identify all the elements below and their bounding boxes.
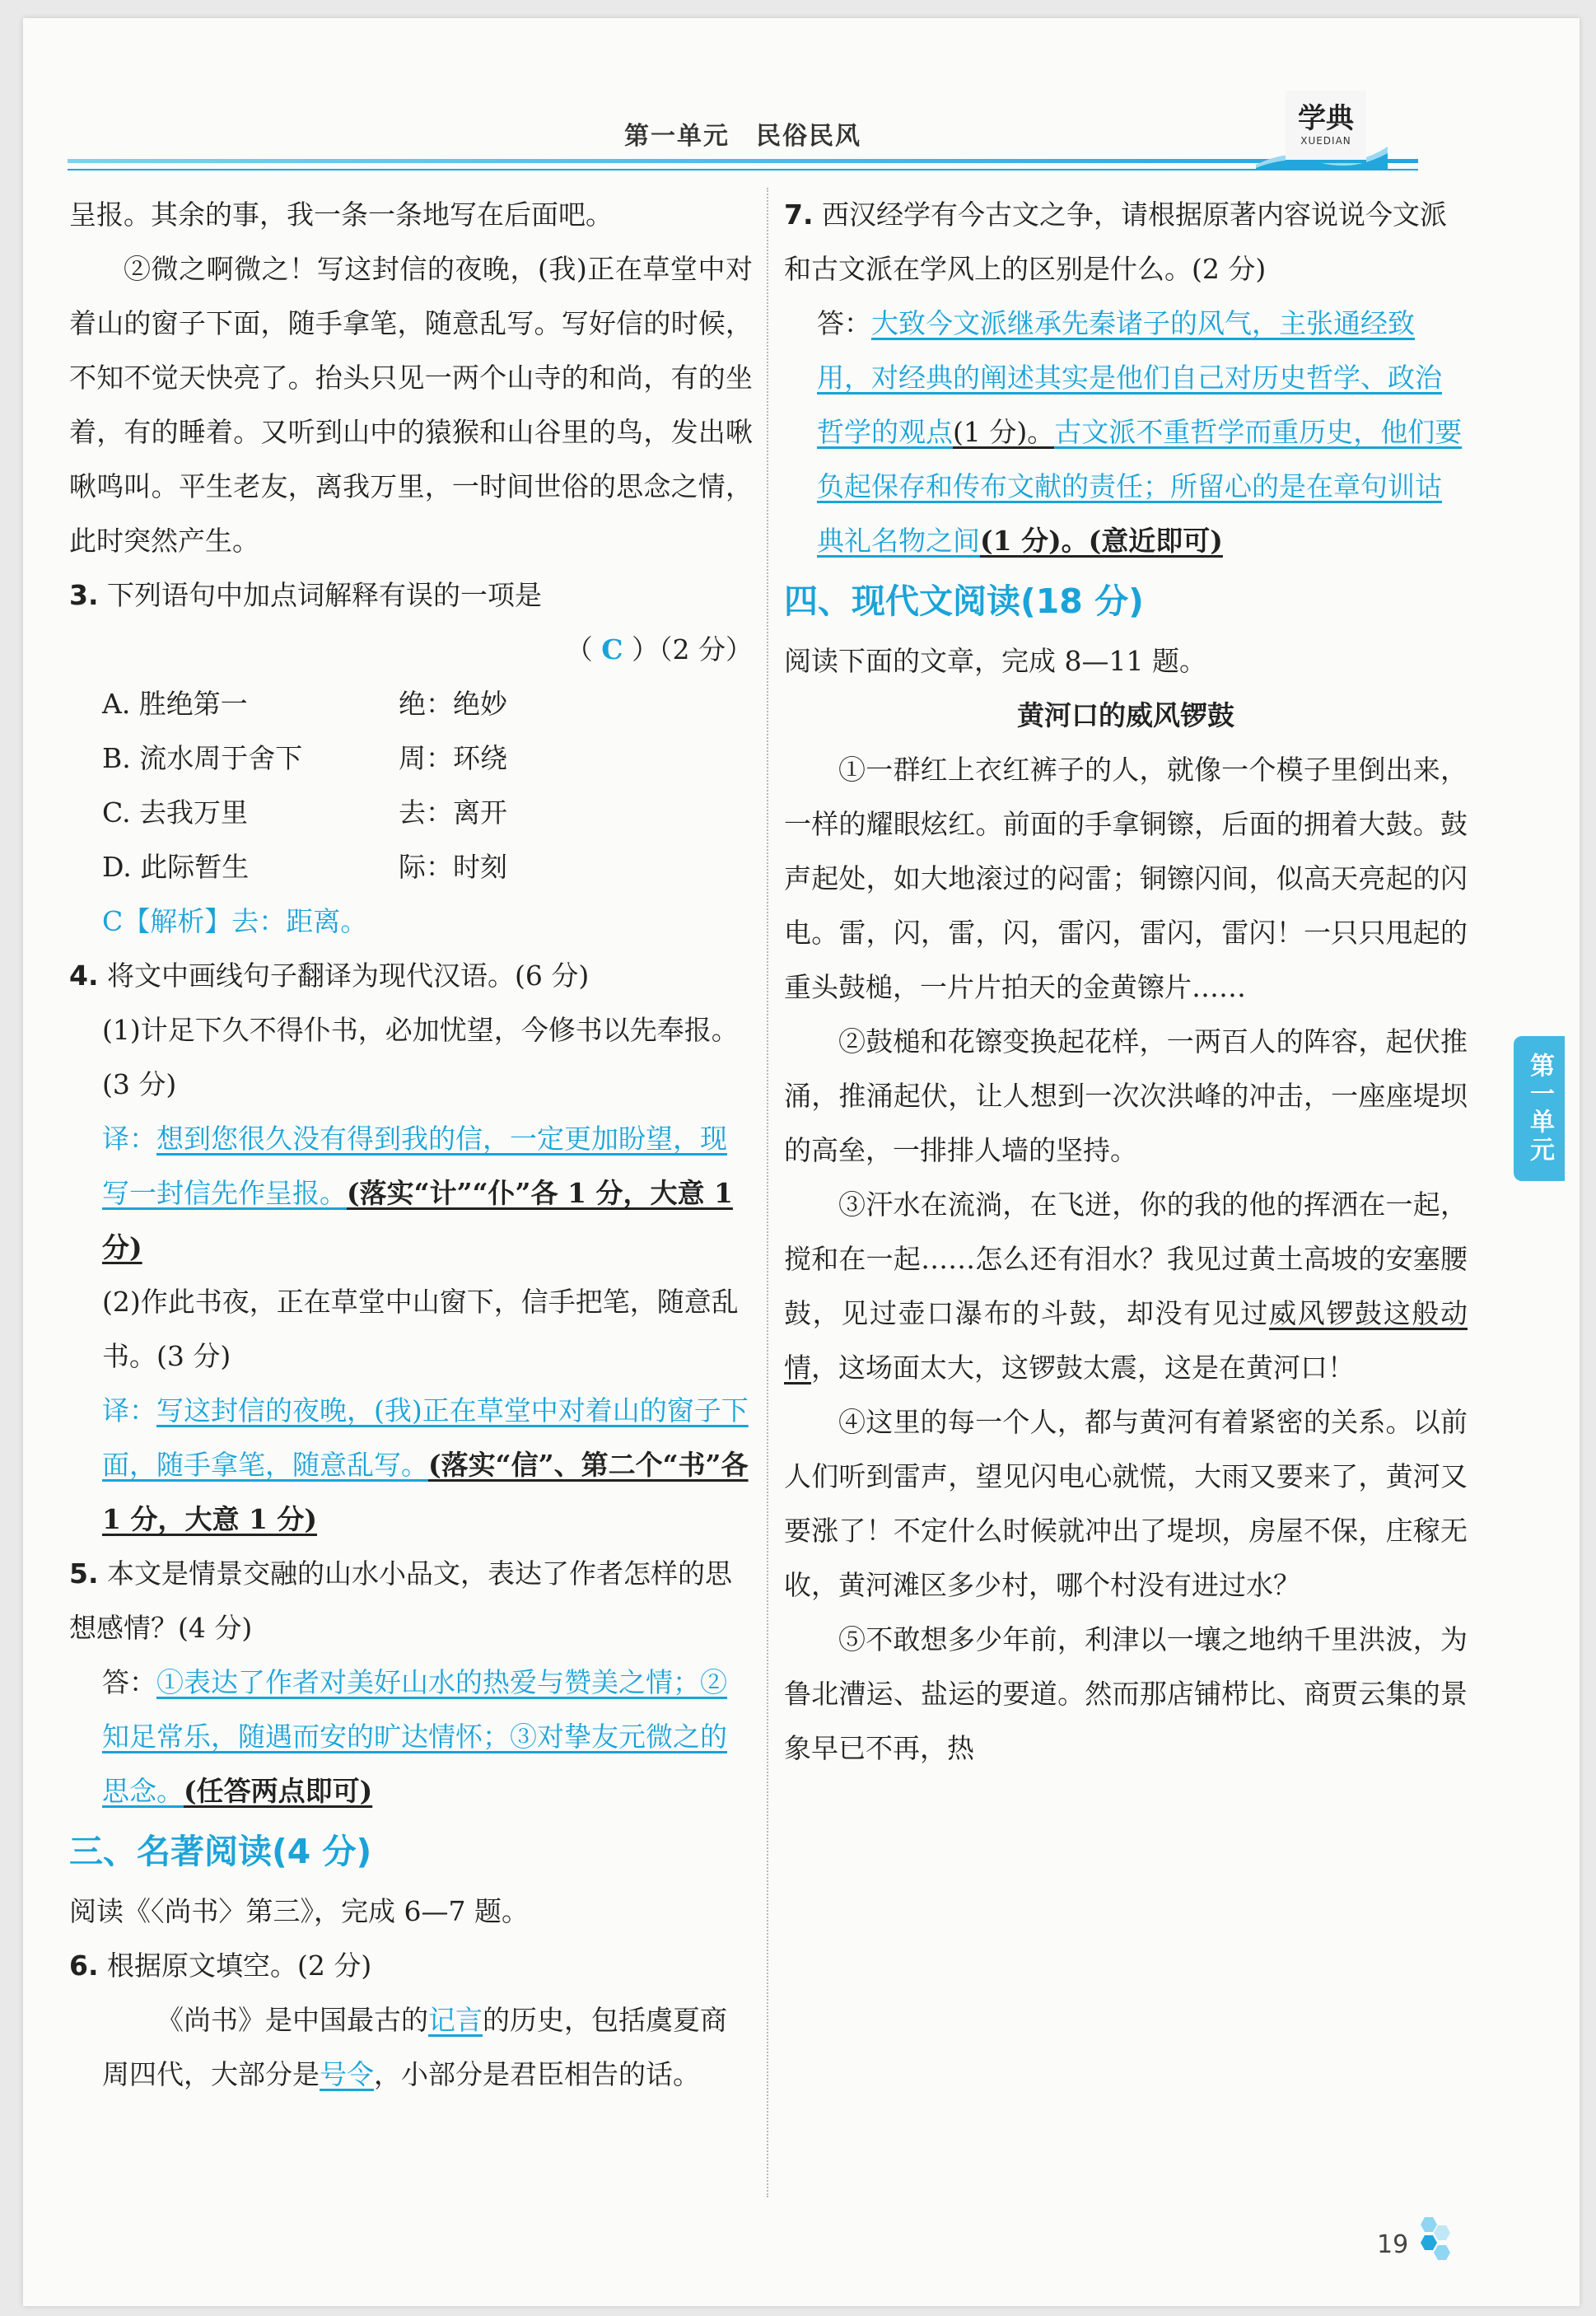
xuedian-logo (1256, 91, 1388, 170)
q3-answer: C (601, 633, 623, 665)
q3-score: ）（2 分） (632, 633, 753, 665)
q5-label: 答： (102, 1666, 156, 1698)
q3-text: 下列语句中加点词解释有误的一项是 (107, 579, 542, 611)
q7-score-2: (1 分)。(意近即可) (980, 525, 1223, 557)
q4-sub2-note: (落实“信”、第二个“书”各 1 分，大意 1 分) (102, 1449, 749, 1535)
q4-sub1-translation: 想到您很久没有得到我的信，一定更加盼望，现写一封信先作呈报。 (102, 1123, 727, 1209)
header-rule (68, 159, 1418, 163)
passage-paragraph-2: ②微之啊微之！写这封信的夜晚，(我)正在草堂中对着山的窗子下面，随手拿笔，随意乱写。写好信的时候，不知不觉天快亮了。抬头只见一两个山寺的和尚，有的坐着，有的睡着。又听到山中的猿猴和山谷里的鸟，发出啾啾鸣叫。平生老友，离我万里，一时间世俗的思念之情，此时突然产生。 (69, 253, 753, 557)
option-d (102, 840, 753, 894)
para3-part1: ③汗水在流淌，在飞迸，你的我的他的挥洒在一起，搅和在一起……怎么还有泪水？我见过黄土高坡的安塞腰鼓，见过壶口瀑布的斗鼓，却没有见过 (784, 1188, 1468, 1329)
left-column (69, 188, 753, 2102)
q7-text: 西汉经学有今古文之争，请根据原著内容说说今文派和古文派在学风上的区别是什么。(2 分) (784, 198, 1447, 285)
q4-sub2-label: 译： (102, 1394, 156, 1426)
q7-answer-part1: 大致今文派继承先秦诸子的风气，主张通经致用，对经典的阐述其实是他们自己对历史哲学、政治哲学的观点 (817, 307, 1442, 448)
article-para-2: ②鼓槌和花镲变换起花样，一两百人的阵容，起伏推涌，推涌起伏，让人想到一次次洪峰的冲击，一座座堤坝的高垒，一排排人墙的坚持。 (784, 1025, 1468, 1166)
para3-underlined: 威风锣鼓这般动情 (784, 1297, 1468, 1384)
q4-sub2-answer (69, 1384, 753, 1547)
option-b-text: B. 流水周于舍下 (102, 742, 303, 774)
question-7 (784, 188, 1468, 568)
article-title: 黄河口的威风锣鼓 (1017, 699, 1234, 731)
section-4-heading: 四、现代文阅读(18 分) (784, 581, 1144, 621)
section-3-heading: 三、名著阅读(4 分) (69, 1832, 372, 1871)
header-title: 第一单元 民俗民风 (624, 122, 861, 151)
column-divider (767, 188, 768, 2197)
q7-answer (784, 297, 1468, 568)
q5-answer (69, 1655, 753, 1819)
q3-paren-open: （ (565, 633, 593, 665)
option-c-text: C. 去我万里 (102, 796, 249, 829)
article-para-1: ①一群红上衣红裤子的人，就像一个模子里倒出来，一样的耀眼炫红。前面的手拿铜镲，后面的拥着大鼓。鼓声起处，如大地滚过的闷雷；铜镲闪间，似高天亮起的闪电。雷，闪，雷，闪，雷闪，雷闪，雷闪！一只只甩起的重头鼓槌，一片片拍天的金黄镲片…… (784, 754, 1468, 1003)
question-5 (69, 1547, 753, 1819)
section-4-intro: 阅读下面的文章，完成 8—11 题。 (784, 645, 1206, 677)
header-rule-thin (68, 169, 1418, 170)
q7-answer-part2: 古文派不重哲学而重历史，他们要负起保存和传布文献的责任；所留心的是在章句训诂典礼名物之间 (817, 416, 1463, 557)
option-b (102, 731, 753, 786)
q3-analysis: C【解析】去：距离。 (102, 905, 368, 937)
option-c (102, 786, 753, 840)
page-header (68, 105, 1418, 163)
option-a-meaning: 绝：绝妙 (399, 688, 507, 720)
q4-sub2: (2)作此书夜，正在草堂中山窗下，信手把笔，随意乱书。(3 分) (102, 1286, 739, 1372)
q6-blank-1: 记言 (428, 2004, 483, 2036)
question-4 (69, 949, 753, 1547)
logo-box (1286, 91, 1366, 163)
q6-fill-part3: ，小部分是君臣相告的话。 (374, 2058, 700, 2090)
q3-number: 3. (69, 579, 99, 611)
q4-sub1-label: 译： (102, 1123, 156, 1155)
section-3-intro: 阅读《〈尚书〉第三》，完成 6—7 题。 (69, 1895, 529, 1927)
question-6 (69, 1939, 753, 2102)
hexagon-dots-icon (1408, 2214, 1458, 2272)
q3-answer-line (69, 623, 753, 677)
q4-number: 4. (69, 960, 99, 992)
q4-sub2-translation: 写这封信的夜晚，(我)正在草堂中对着山的窗子下面，随手拿笔，随意乱写。 (102, 1394, 749, 1481)
page-number: 19 (1377, 2230, 1409, 2259)
q4-text: 将文中画线句子翻译为现代汉语。(6 分) (107, 960, 590, 992)
logo-text: 学典 (1298, 102, 1354, 135)
q6-fill-part1: 《尚书》是中国最古的 (156, 2004, 428, 2036)
q6-fill-part2: 的历史，包括虞夏商周四代，大部分是 (102, 2004, 727, 2090)
logo-subtext: XUEDIAN (1300, 135, 1351, 147)
option-b-meaning: 周：环绕 (399, 742, 507, 774)
article-para-3 (784, 1178, 1468, 1395)
q7-number: 7. (784, 198, 814, 231)
article-para-4: ④这里的每一个人，都与黄河有着紧密的关系。以前人们听到雷声，望见闪电心就慌，大雨又要来了，黄河又要涨了！不定什么时候就冲出了堤坝，房屋不保，庄稼无收，黄河滩区多少村，哪个村没有进过水？ (784, 1406, 1468, 1601)
q6-fill (69, 1993, 753, 2102)
q7-label: 答： (817, 307, 871, 339)
q5-number: 5. (69, 1557, 99, 1590)
article-para-5: ⑤不敢想多少年前，利津以一壤之地纳千里洪波，为鲁北漕运、盐运的要道。然而那店铺栉比、商贾云集的景象早已不再，热 (784, 1623, 1468, 1764)
option-c-meaning: 去：离开 (399, 796, 507, 829)
q7-score-1: (1 分)。 (953, 416, 1055, 448)
option-d-text: D. 此际暂生 (102, 851, 250, 883)
option-d-meaning: 际：时刻 (399, 851, 507, 883)
q5-text: 本文是情景交融的山水小品文，表达了作者怎样的思想感情？(4 分) (69, 1557, 732, 1644)
option-a (102, 677, 753, 731)
q3-options (69, 677, 753, 894)
right-column (784, 188, 1468, 1776)
q5-note: (任答两点即可) (184, 1775, 373, 1807)
q5-answer-text: ①表达了作者对美好山水的热爱与赞美之情；②知足常乐，随遇而安的旷达情怀；③对挚友元微之的思念。 (102, 1666, 727, 1807)
q4-sub1: (1)计足下久不得仆书，必加忧望，今修书以先奉报。(3 分) (102, 1014, 739, 1100)
unit-side-tab: 第一单元 (1514, 1036, 1565, 1181)
passage-intro-line: 呈报。其余的事，我一条一条地写在后面吧。 (69, 198, 613, 231)
q4-sub1-answer (69, 1112, 753, 1275)
q4-sub1-note: (落实“计”“仆”各 1 分，大意 1 分) (102, 1177, 733, 1263)
para3-part2: ，这场面太大，这锣鼓太震，这是在黄河口！ (811, 1352, 1355, 1384)
q6-blank-2: 号令 (320, 2058, 374, 2090)
q6-text: 根据原文填空。(2 分) (107, 1949, 372, 1982)
question-3 (69, 568, 753, 949)
option-a-text: A. 胜绝第一 (102, 688, 248, 720)
q6-number: 6. (69, 1949, 99, 1982)
